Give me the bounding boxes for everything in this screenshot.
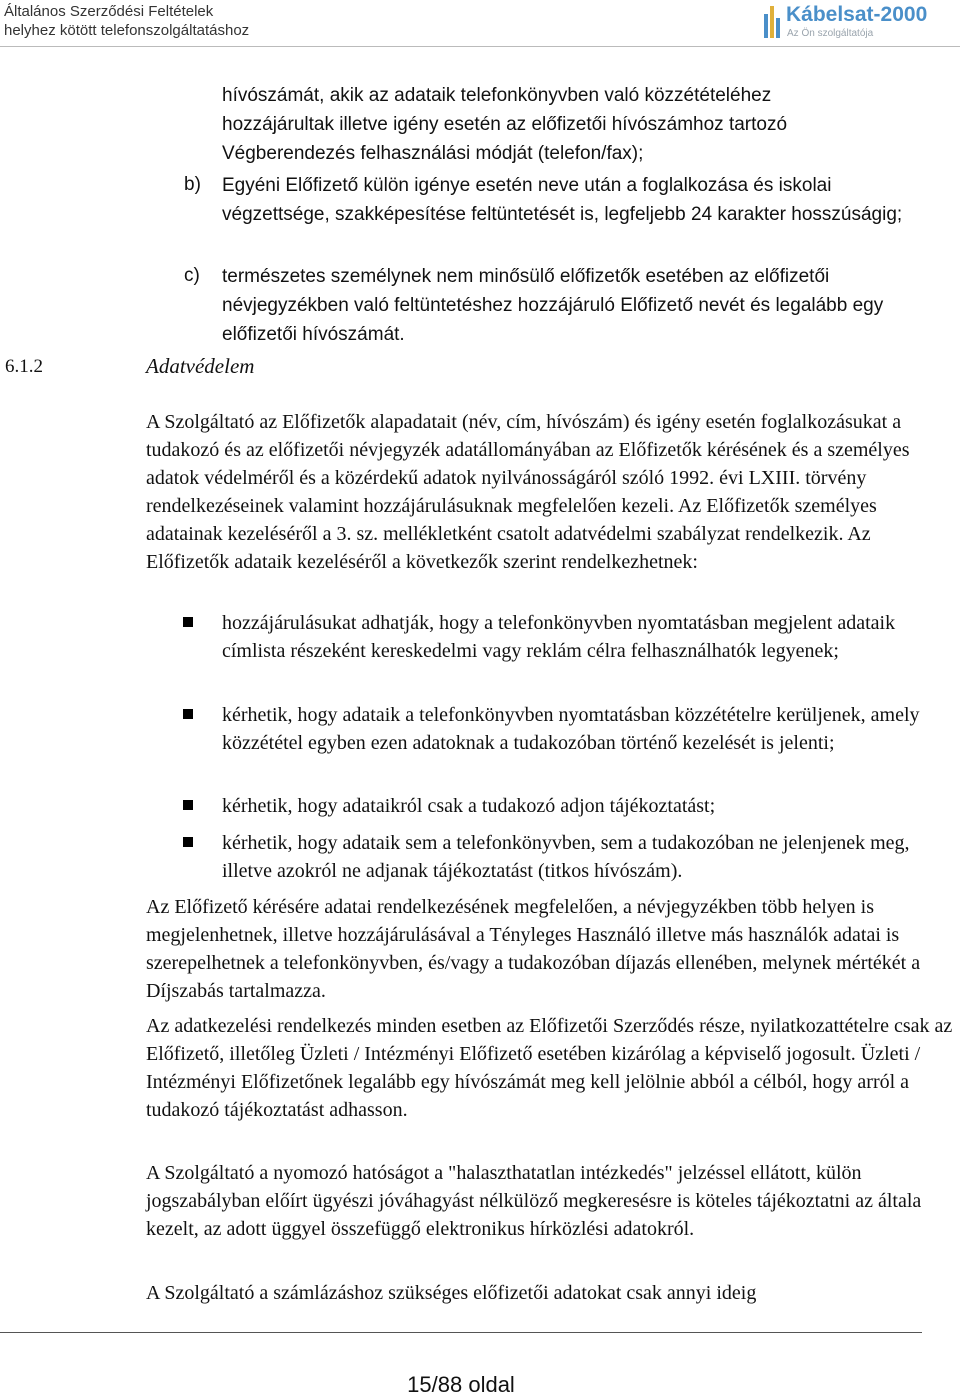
item-b-text: Egyéni Előfizető külön igénye esetén neve után a foglalkozása és iskolai végzettsége, szakképesítése feltüntetését is, legfeljebb 24 karakter hosszúságig; [222, 175, 903, 225]
bullet-marker [183, 800, 193, 810]
bullet-marker [183, 709, 193, 719]
page-header [0, 0, 960, 47]
doc-subtitle: helyhez kötött telefonszolgáltatáshoz [4, 22, 250, 39]
brand-name: Kábelsat-2000 [786, 3, 928, 26]
bullet-item-2: kérhetik, hogy adataik a telefonkönyvben nyomtatásban közzétételre kerüljenek, amely közzététel egyben ezen adatoknak a tudakozóban történő kezelését is jelenti; [222, 704, 920, 754]
brand-tagline: Az Ön szolgáltatója [787, 28, 874, 39]
paragraph-2: Az Előfizető kérésére adatai rendelkezésének megfelelően, a névjegyzékben több helyen is megjelenhetnek, illetve hozzájárulásával a Tényleges Használó illetve más használók adatai is szerepelhetnek a telefonkönyvben, és/vagy a tudakozóban díjazás ellenében, melynek mértékét a Díjszabás tartalmazza. [146, 896, 921, 1002]
item-b-marker: b) [184, 174, 201, 195]
top-item-text: hívószámát, akik az adataik telefonkönyvben való közzétételéhez hozzájárultak illetve igény esetén az előfizetői hívószámhoz tartozó Végberendezés felhasználási módját (telefon/fax); [222, 85, 788, 164]
bullet-marker [183, 837, 193, 847]
section-title: Adatvédelem [146, 354, 255, 378]
brand-logo-icon [762, 4, 782, 40]
paragraph-3: Az adatkezelési rendelkezés minden esetben az Előfizetői Szerződés része, nyilatkozattételre csak az Előfizető, illetőleg Üzleti / Intézményi Előfizető esetében kizárólag a képviselő jogosult. Üzleti / Intézményi Előfizetőnek legalább egy hívószámát meg kell jelölnie abból a célból, hogy arról a tudakozó tájékoztatást adhasson. [146, 1015, 953, 1121]
doc-title: Általános Szerződési Feltételek [4, 3, 214, 20]
item-c-marker: c) [184, 265, 200, 286]
paragraph-5: A Szolgáltató a számlázáshoz szükséges előfizetői adatokat csak annyi ideig [146, 1282, 757, 1304]
footer-divider [0, 1332, 922, 1333]
paragraph-4: A Szolgáltató a nyomozó hatóságot a "halaszthatatlan intézkedés" jelzéssel ellátott, külön jogszabályban előírt ügyészi jóváhagyást nélkülöző megkeresésre is köteles tájékoztatni az általa kezelt, az adott üggyel összefüggő elektronikus hírközlési adatokról. [146, 1162, 922, 1240]
brand-logo [760, 0, 960, 44]
bullet-item-1: hozzájárulásukat adhatják, hogy a telefonkönyvben nyomtatásban megjelent adataik címlista részeként kereskedelmi vagy reklám célra felhasználhatók legyenek; [222, 612, 896, 662]
paragraph-1: A Szolgáltató az Előfizetők alapadatait (név, cím, hívószám) és igény esetén foglalkozásukat a tudakozó és az előfizetői névjegyzék adatállományában az Előfizetők kérésének és a személyes adatok védelméről és a közérdekű adatok nyilvánosságáról szóló 1992. évi LXIII. törvény rendelkezéseinek valamint hozzájárulásuknak megfelelően kezeli. Az Előfizetők személyes adatainak kezeléséről a 3. sz. mellékletként csatolt adatvédelmi szabályzat rendelkezik. Az Előfizetők adataik kezeléséről a következők szerint rendelkezhetnek: [146, 411, 910, 573]
section-number: 6.1.2 [5, 356, 43, 377]
item-c-text: természetes személynek nem minősülő előfizetők esetében az előfizetői névjegyzékben való feltüntetéshez hozzájáruló Előfizető nevét és legalább egy előfizetői hívószámát. [222, 266, 884, 345]
bullet-marker [183, 617, 193, 627]
bullet-item-3: kérhetik, hogy adataikról csak a tudakozó adjon tájékoztatást; [222, 795, 716, 817]
page-number: 15/88 oldal [407, 1372, 515, 1397]
bullet-item-4: kérhetik, hogy adataik sem a telefonkönyvben, sem a tudakozóban ne jelenjenek meg, illetve azokról ne adjanak tájékoztatást (titkos hívószám). [222, 832, 910, 882]
